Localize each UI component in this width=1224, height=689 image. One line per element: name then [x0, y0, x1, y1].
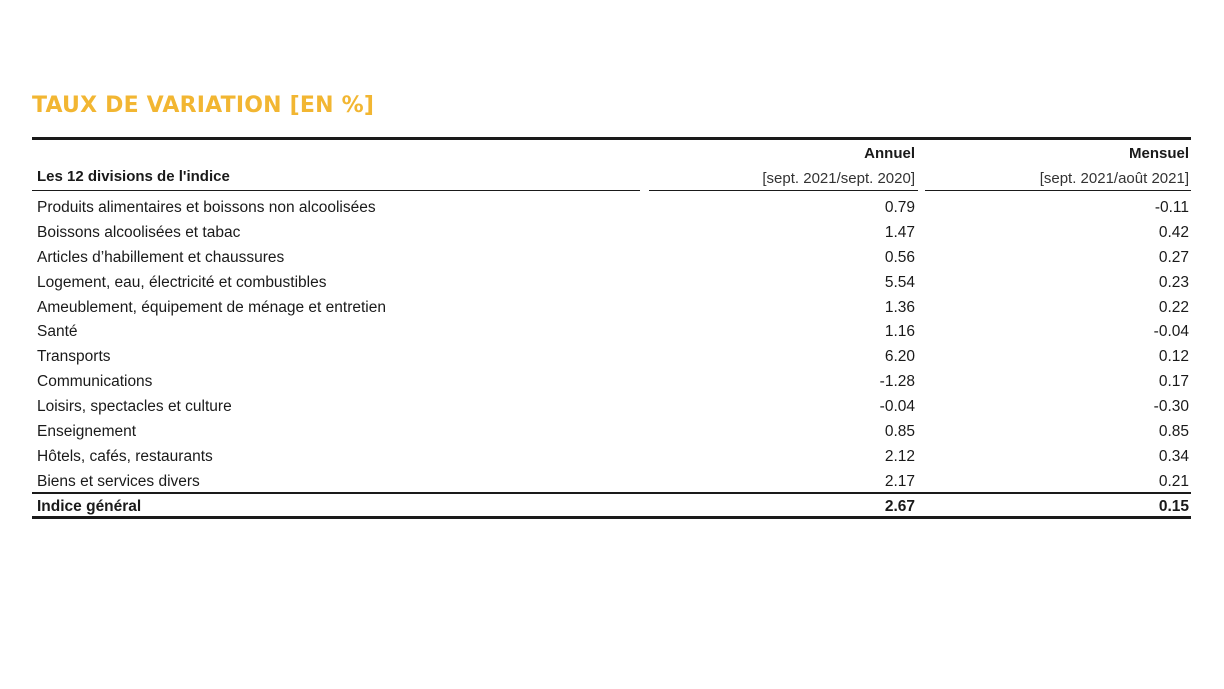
column-subheader-mensuel: [sept. 2021/août 2021]	[1039, 170, 1189, 187]
row-mensuel-value: 0.22	[1158, 298, 1189, 316]
row-mensuel-value: 0.12	[1158, 348, 1189, 366]
row-annuel-value: 1.47	[884, 223, 915, 241]
row-annuel-value: 2.17	[884, 472, 915, 490]
column-header-mensuel: Mensuel	[1128, 145, 1189, 162]
row-annuel-value: -1.28	[879, 373, 915, 391]
row-mensuel-value: -0.11	[1154, 199, 1189, 216]
row-annuel-value: -0.04	[879, 398, 915, 416]
row-annuel-value: 2.12	[884, 447, 915, 465]
table-title: TAUX DE VARIATION [EN %]	[32, 93, 375, 118]
table-row	[0, 246, 1224, 271]
header-divider	[649, 190, 918, 191]
table-row	[0, 370, 1224, 395]
row-label: Communications	[37, 373, 153, 391]
row-annuel-value: 1.16	[884, 323, 915, 341]
table-row	[0, 221, 1224, 246]
bottom-rule	[32, 516, 1191, 519]
row-label: Articles d’habillement et chaussures	[37, 248, 285, 266]
total-label: Indice général	[37, 498, 142, 515]
row-label: Santé	[37, 323, 78, 341]
table-body	[0, 196, 1224, 495]
row-label: Hôtels, cafés, restaurants	[37, 447, 213, 465]
row-label: Enseignement	[37, 423, 137, 441]
column-header-divisions: Les 12 divisions de l'indice	[37, 168, 230, 185]
top-rule	[32, 137, 1191, 140]
total-rule	[32, 492, 1191, 494]
row-mensuel-value: 0.34	[1158, 447, 1189, 465]
row-mensuel-value: 0.21	[1158, 472, 1189, 490]
row-label: Boissons alcoolisées et tabac	[37, 223, 241, 241]
table-row	[0, 271, 1224, 296]
row-annuel-value: 5.54	[884, 273, 915, 291]
row-annuel-value: 0.85	[884, 423, 915, 441]
total-row	[0, 495, 1224, 517]
table-row	[0, 445, 1224, 470]
row-mensuel-value: -0.30	[1153, 398, 1189, 416]
table-row	[0, 345, 1224, 370]
header-divider	[925, 190, 1191, 191]
table-row	[0, 296, 1224, 321]
row-label: Biens et services divers	[37, 472, 200, 490]
table-row	[0, 470, 1224, 495]
row-mensuel-value: 0.27	[1158, 248, 1189, 266]
row-annuel-value: 6.20	[884, 348, 915, 366]
row-label: Produits alimentaires et boissons non alcoolisées	[37, 199, 376, 216]
row-mensuel-value: 0.23	[1158, 273, 1189, 291]
row-label: Logement, eau, électricité et combustibles	[37, 273, 327, 291]
row-mensuel-value: 0.85	[1158, 423, 1189, 441]
row-mensuel-value: -0.04	[1153, 323, 1189, 341]
row-annuel-value: 1.36	[884, 298, 915, 316]
row-label: Transports	[37, 348, 111, 366]
row-annuel-value: 0.79	[884, 199, 915, 216]
table-row	[0, 196, 1224, 221]
table-row	[0, 395, 1224, 420]
total-mensuel-value: 0.15	[1158, 498, 1189, 515]
row-label: Ameublement, équipement de ménage et entretien	[37, 298, 386, 316]
header-divider	[32, 190, 640, 191]
table-row	[0, 420, 1224, 445]
row-annuel-value: 0.56	[884, 248, 915, 266]
column-subheader-annuel: [sept. 2021/sept. 2020]	[762, 170, 915, 187]
row-label: Loisirs, spectacles et culture	[37, 398, 232, 416]
column-header-annuel: Annuel	[864, 145, 915, 162]
table-row	[0, 320, 1224, 345]
total-annuel-value: 2.67	[884, 498, 915, 515]
row-mensuel-value: 0.17	[1158, 373, 1189, 391]
row-mensuel-value: 0.42	[1158, 223, 1189, 241]
